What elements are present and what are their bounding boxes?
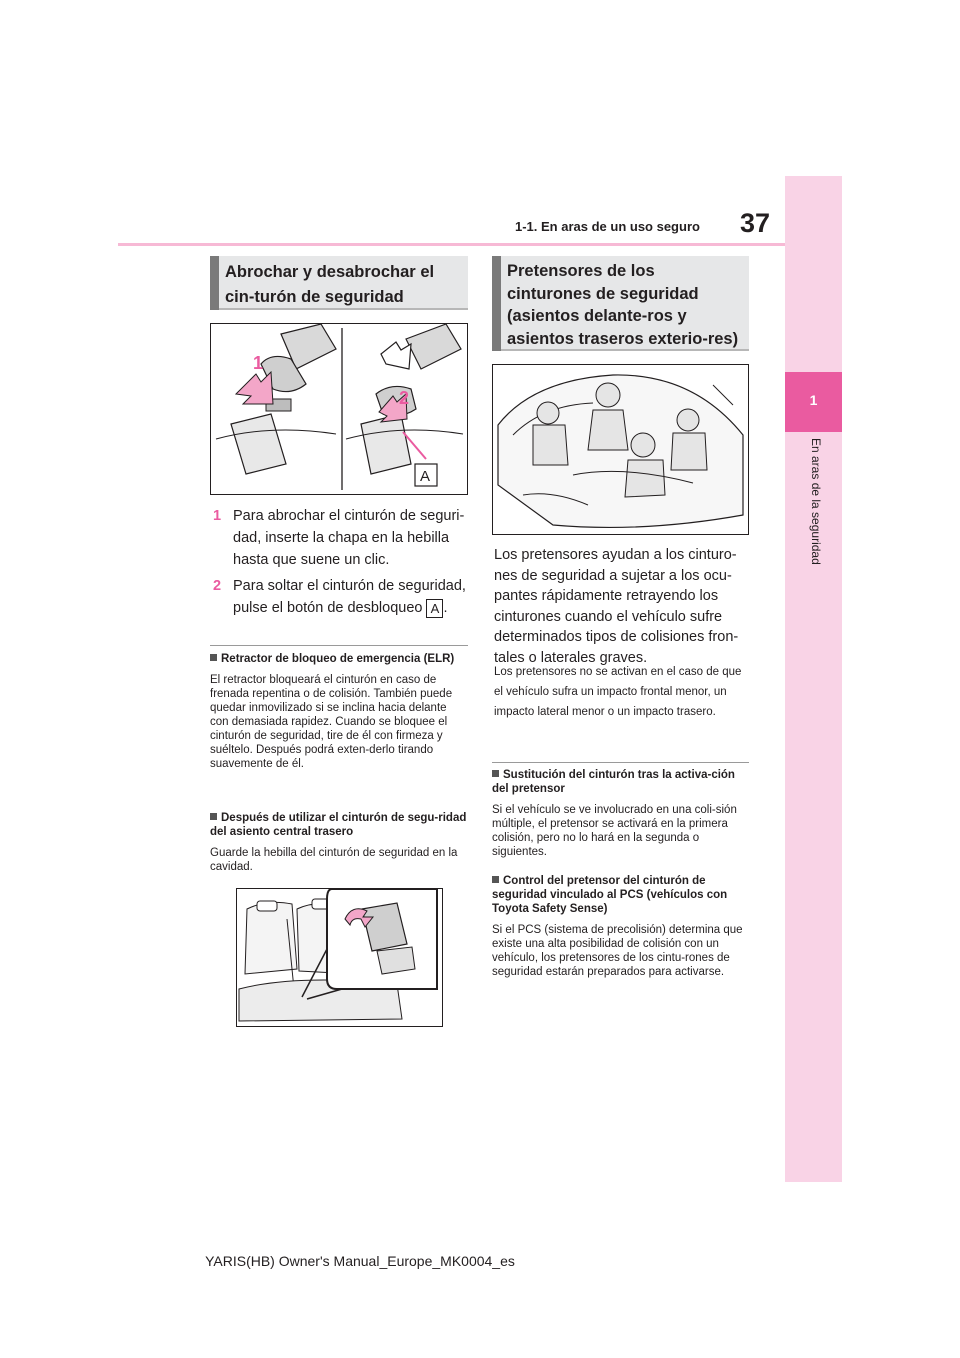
note-text: Si el PCS (sistema de precolisión) determina que existe una alta posibilidad de colisión con un vehículo, los pretensores de los cintu-rones de seguridad estarán preparados para activarse.	[492, 924, 743, 978]
page-number: 37	[740, 208, 771, 238]
step-end: .	[443, 600, 448, 616]
section-heading-text: Pretensores de los cinturones de seguridad (asientos delante-ros y asientos traseros exterio-res)	[507, 262, 739, 348]
footer-manual-id: YARIS(HB) Owner's Manual_Europe_MK0004_es	[205, 1253, 515, 1269]
figure-label-1: 1	[253, 353, 264, 373]
figure-buckle-fasten-release	[210, 323, 468, 495]
note-heading: Después de utilizar el cinturón de segu-ridad del asiento central trasero	[210, 812, 467, 838]
car-occupants-illustration	[493, 365, 748, 534]
step-number: 1	[213, 508, 222, 524]
figure-label-2: 2	[399, 388, 410, 408]
section-title: 1-1. En aras de un uso seguro	[515, 219, 700, 234]
square-bullet-icon	[492, 876, 499, 883]
step-1	[213, 505, 478, 575]
paragraph-small: Los pretensores no se activan en el caso de que el vehículo sufra un impacto frontal menor, un impacto lateral menor o un impacto trasero.	[494, 666, 742, 718]
section-heading-bar	[210, 256, 219, 310]
square-bullet-icon	[210, 654, 217, 661]
release-button-ref: A	[426, 599, 443, 618]
section-heading-text: Abrochar y desabrochar el cin-turón de seguridad	[225, 263, 435, 306]
side-tab-chapter-title: En aras de la seguridad	[809, 438, 823, 565]
step-text-wrapper	[233, 575, 473, 619]
paragraph-main: Los pretensores ayudan a los cinturo-nes de seguridad a sujetar a los ocu-pantes rápidamente retrayendo los cinturones cuando el vehículo sufre determinados tipos de colisiones fron-tales o laterales graves.	[494, 547, 739, 666]
step-text: Para soltar el cinturón de seguridad, pulse el botón de desbloqueo	[233, 578, 466, 616]
note-heading: Sustitución del cinturón tras la activa-ción del pretensor	[492, 769, 735, 795]
section-heading-pretensioners	[492, 256, 749, 351]
step-number: 2	[213, 578, 222, 594]
note-text: Si el vehículo se ve involucrado en una coli-sión múltiple, el pretensor se activará en la primera colisión, pero no lo hará en la segunda o siguientes.	[492, 804, 737, 858]
note-elr	[210, 652, 468, 771]
header-rule	[118, 243, 785, 246]
divider	[210, 645, 468, 646]
note-text: Guarde la hebilla del cinturón de seguridad en la cavidad.	[210, 847, 458, 873]
note-text: El retractor bloqueará el cinturón en caso de frenada repentina o de colisión. También puede quedar inmovilizado si se inclina hacia delante con demasiada rapidez. Cuando se bloquee el cinturón de seguridad, tire de él con firmeza y suéltelo. Después podrá exten-derlo tirando suavemente de él.	[210, 674, 453, 770]
side-tab-chapter-number: 1	[809, 392, 818, 408]
figure-rear-seat-buckle	[236, 888, 443, 1027]
figure-label-a: A	[420, 468, 431, 485]
figure-pretensioners-car	[492, 364, 749, 535]
square-bullet-icon	[492, 770, 499, 777]
step-2	[213, 575, 478, 625]
note-replacement	[492, 768, 749, 859]
section-heading-bar	[492, 256, 501, 351]
rear-seat-illustration	[237, 889, 442, 1026]
note-heading: Retractor de bloqueo de emergencia (ELR)	[210, 652, 468, 666]
section-heading-buckle	[210, 256, 468, 310]
note-rear-center-belt	[210, 811, 468, 874]
divider	[492, 762, 749, 763]
buckle-illustration	[211, 324, 467, 494]
square-bullet-icon	[210, 813, 217, 820]
note-heading: Control del pretensor del cinturón de seguridad vinculado al PCS (vehículos con Toyota Safety Sense)	[492, 875, 728, 915]
step-text: Para abrochar el cinturón de seguri-dad, inserte la chapa en la hebilla hasta que suene un clic.	[233, 508, 465, 568]
note-pcs-control	[492, 874, 749, 979]
